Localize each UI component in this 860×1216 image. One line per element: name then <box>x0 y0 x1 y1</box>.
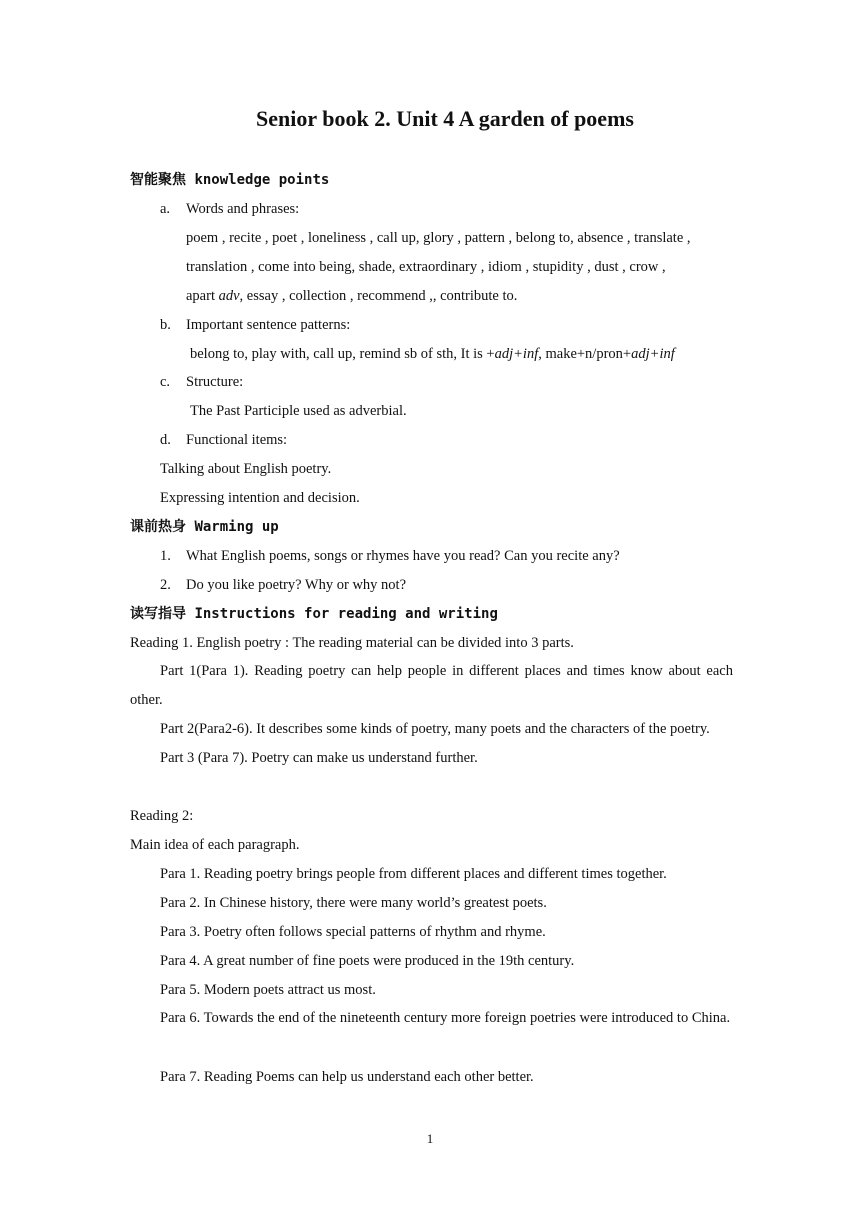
question-text: What English poems, songs or rhymes have you read? Can you recite any? <box>186 548 620 564</box>
heading-cn: 智能聚焦 <box>130 172 186 188</box>
item-label: Functional items: <box>186 432 288 448</box>
words-text: , essay , collection , recommend ,, contribute to. <box>239 288 518 304</box>
para-4-summary: Para 4. A great number of fine poets were produced in the 19th century. <box>160 953 575 969</box>
words-line-3 <box>186 286 517 306</box>
patterns-italic: + <box>513 346 523 362</box>
part-1: Part 1(Para 1). Reading poetry can help people in different places and times know about each other. <box>130 663 733 708</box>
functional-item-1: Talking about English poetry. <box>160 461 332 477</box>
heading-cn: 课前热身 <box>130 519 186 535</box>
reading-1-parts <box>130 657 733 773</box>
patterns-italic: adj <box>494 346 514 362</box>
section-heading-knowledge <box>130 170 329 190</box>
item-a <box>160 199 299 219</box>
item-label: Structure: <box>186 374 244 390</box>
item-label: Important sentence patterns: <box>186 317 351 333</box>
patterns-italic: inf <box>522 346 539 362</box>
item-c <box>160 372 243 392</box>
reading-1-intro: Reading 1. English poetry : The reading material can be divided into 3 parts. <box>130 635 574 651</box>
question-marker: 1. <box>160 548 171 564</box>
words-text: apart <box>186 288 219 304</box>
words-line-2: translation , come into being, shade, extraordinary , idiom , stupidity , dust , crow , <box>186 259 666 275</box>
part-3: Part 3 (Para 7). Poetry can make us understand further. <box>160 750 478 766</box>
item-marker: a. <box>160 201 171 217</box>
part-2: Part 2(Para2-6). It describes some kinds of poetry, many poets and the characters of the poetry. <box>160 721 710 737</box>
para-1-summary: Para 1. Reading poetry brings people from different places and different times together. <box>160 866 667 882</box>
document-title: Senior book 2. Unit 4 A garden of poems <box>256 106 634 131</box>
item-b <box>160 315 350 335</box>
patterns-italic: + <box>649 346 660 362</box>
heading-en: Warming up <box>194 519 279 535</box>
para-3-summary: Para 3. Poetry often follows special patterns of rhythm and rhyme. <box>160 924 546 940</box>
section-heading-warming <box>130 517 279 537</box>
item-d <box>160 430 287 450</box>
heading-cn: 读写指导 <box>130 606 186 622</box>
item-marker: d. <box>160 432 171 448</box>
main-idea-label: Main idea of each paragraph. <box>130 837 300 853</box>
words-italic: adv <box>218 288 240 304</box>
reading-2-label: Reading 2: <box>130 808 194 824</box>
words-line-1: poem , recite , poet , loneliness , call up, glory , pattern , belong to, absence , translate , <box>186 230 691 246</box>
patterns-text: belong to, play with, call up, remind sb of sth, It is + <box>190 346 495 362</box>
para-2-summary: Para 2. In Chinese history, there were many world’s greatest poets. <box>160 895 547 911</box>
heading-en: knowledge points <box>194 172 330 188</box>
item-marker: b. <box>160 317 171 333</box>
question-text: Do you like poetry? Why or why not? <box>186 577 407 593</box>
heading-en: Instructions for reading and writing <box>194 606 498 622</box>
structure-text: The Past Participle used as adverbial. <box>190 403 407 419</box>
question-marker: 2. <box>160 577 171 593</box>
warming-question-1 <box>160 546 620 566</box>
section-heading-instructions <box>130 604 498 624</box>
para-6-block <box>130 1004 733 1033</box>
patterns-line <box>190 344 675 364</box>
item-label: Words and phrases: <box>186 201 300 217</box>
para-6-summary: Para 6. Towards the end of the nineteenth century more foreign poetries were introduced to China. <box>160 1010 731 1026</box>
para-5-summary: Para 5. Modern poets attract us most. <box>160 982 376 998</box>
patterns-italic: inf <box>659 346 675 362</box>
patterns-text: , make+n/pron+ <box>538 346 632 362</box>
warming-question-2 <box>160 575 406 595</box>
functional-item-2: Expressing intention and decision. <box>160 490 360 506</box>
patterns-italic: adj <box>631 346 650 362</box>
page-number: 1 <box>426 1131 434 1146</box>
item-marker: c. <box>160 374 171 390</box>
para-7-summary: Para 7. Reading Poems can help us understand each other better. <box>160 1069 534 1085</box>
